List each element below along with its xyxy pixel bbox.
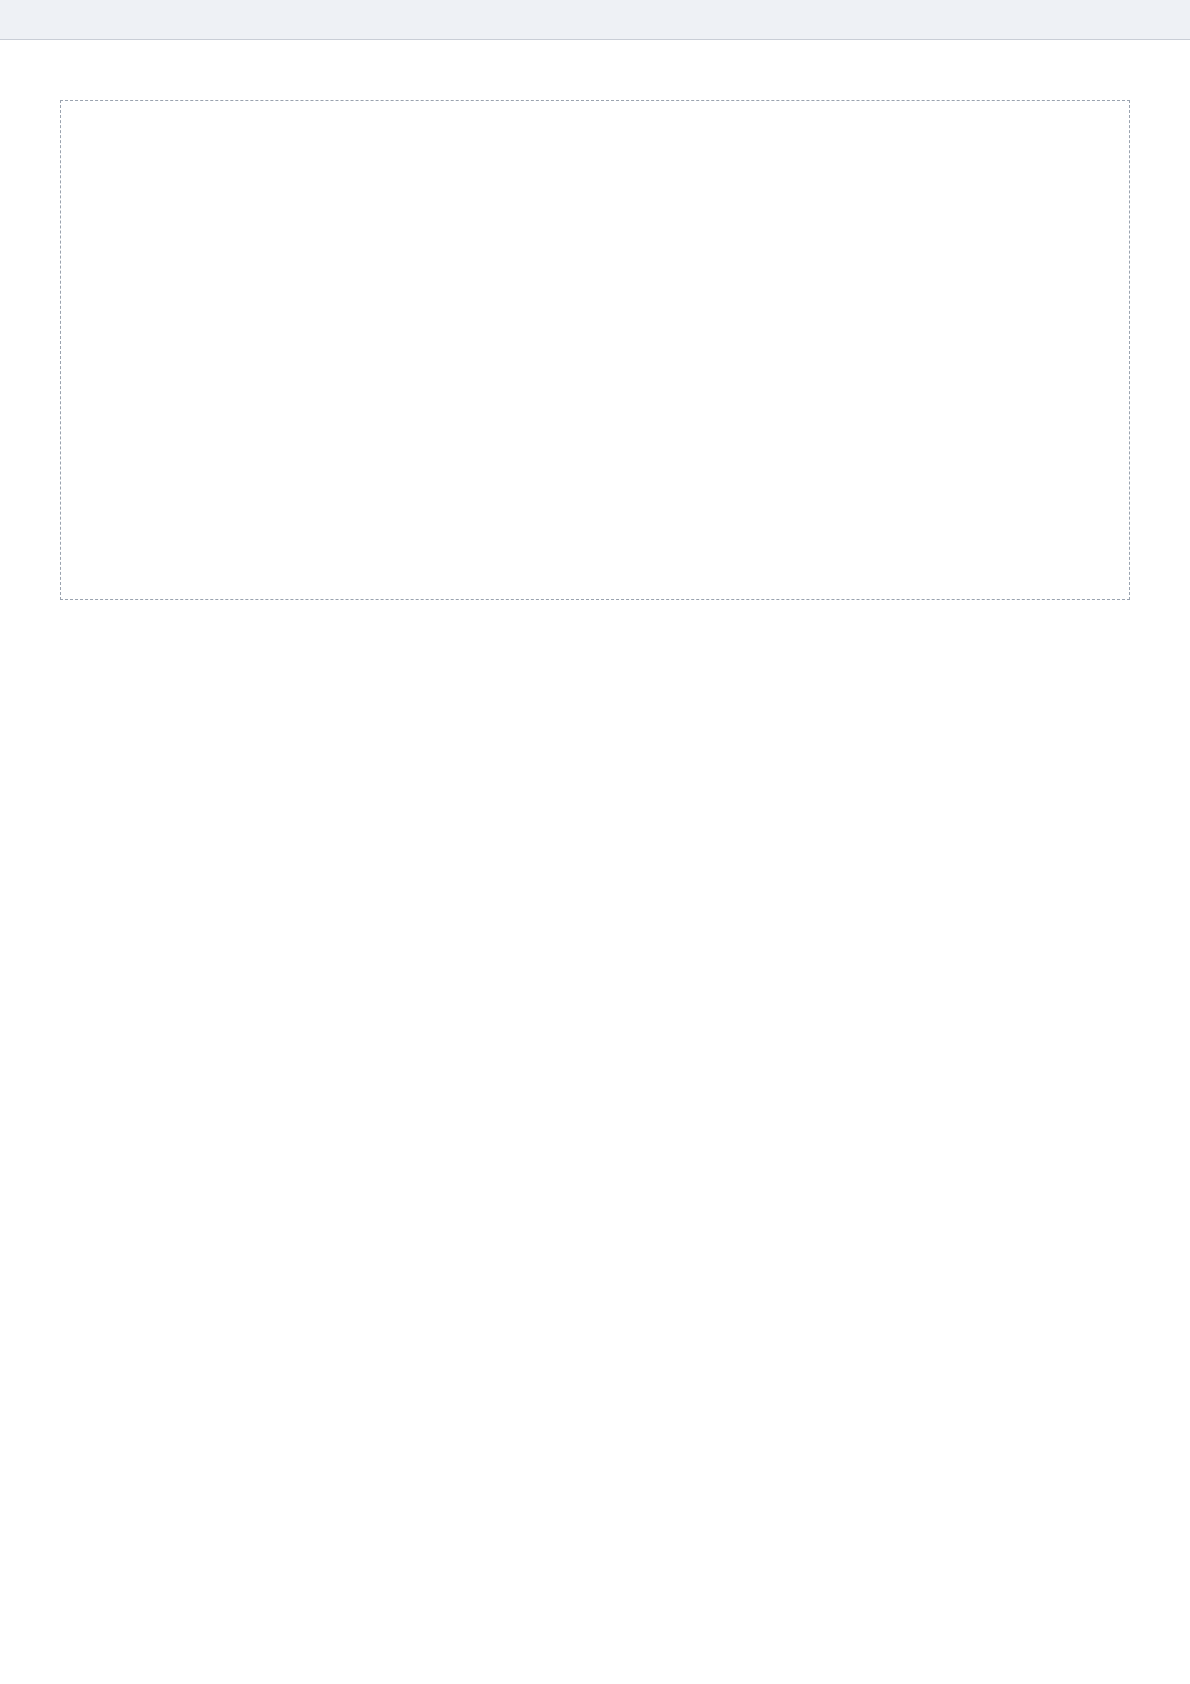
- title-bar: [0, 0, 1190, 40]
- content-panel: [60, 100, 1130, 600]
